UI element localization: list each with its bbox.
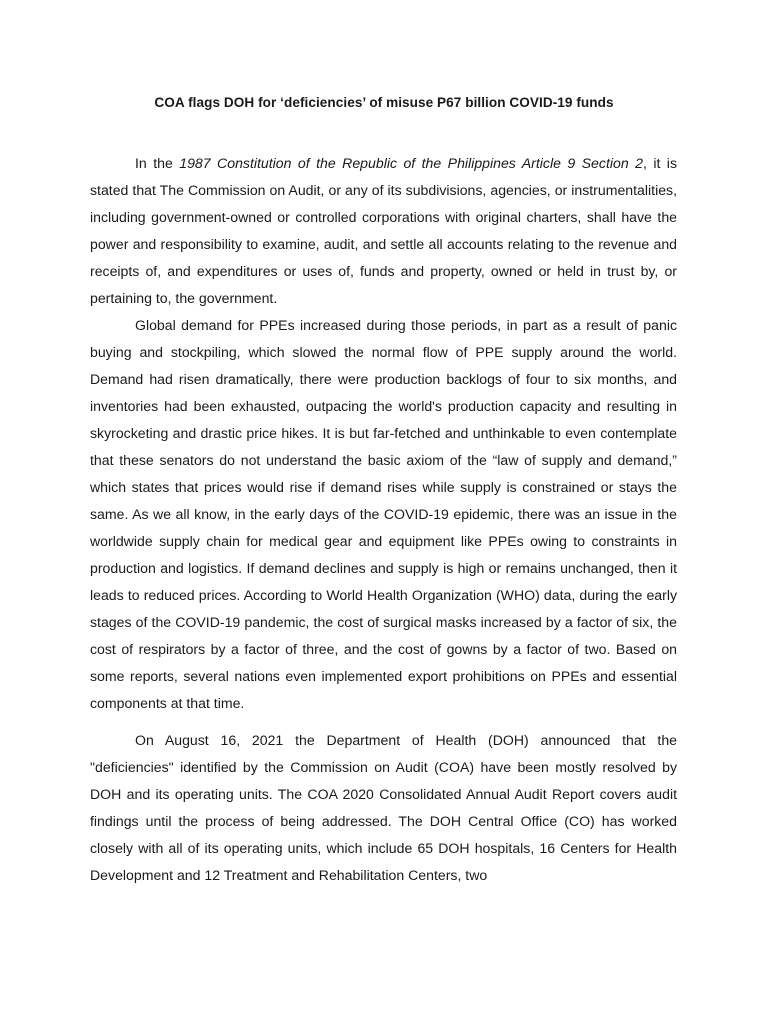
article-body bbox=[90, 150, 677, 889]
paragraph-constitution bbox=[90, 150, 677, 312]
paragraph-doh-announcement: On August 16, 2021 the Department of Health (DOH) announced that the "deficiencies" identified by the Commission on Audit (COA) have been mostly resolved by DOH and its operating units. The COA 2020 Consolidated Annual Audit Report covers audit findings until the process of being addressed. The DOH Central Office (CO) has worked closely with all of its operating units, which include 65 DOH hospitals, 16 Centers for Health Development and 12 Treatment and Rehabilitation Centers, two bbox=[90, 732, 677, 883]
article-title: COA flags DOH for ‘deficiencies’ of misuse P67 billion COVID-19 funds bbox=[154, 95, 614, 110]
constitution-citation: 1987 Constitution of the Republic of the Philippines Article 9 Section 2 bbox=[179, 155, 643, 171]
paragraph-1-lead: In the bbox=[135, 155, 180, 171]
paragraph-1-text: , it is stated that The Commission on Audit, or any of its subdivisions, agencies, or instrumentalities, including government-owned or controlled corporations with original charters, shall have the power and responsibility to examine, audit, and settle all accounts relating to the revenue and receipts of, and expenditures or uses of, funds and property, owned or held in trust by, or pertaining to, the government. bbox=[90, 155, 677, 306]
paragraph-ppe-demand: Global demand for PPEs increased during those periods, in part as a result of panic buying and stockpiling, which slowed the normal flow of PPE supply around the world. Demand had risen dramatically, there were production backlogs of four to six months, and inventories had been exhausted, outpacing the world's production capacity and resulting in skyrocketing and drastic price hikes. It is but far-fetched and unthinkable to even contemplate that these senators do not understand the basic axiom of the “law of supply and demand,” which states that prices would rise if demand rises while supply is constrained or stays the same. As we all know, in the early days of the COVID-19 epidemic, there was an issue in the worldwide supply chain for medical gear and equipment like PPEs owing to constraints in production and logistics. If demand declines and supply is high or remains unchanged, then it leads to reduced prices. According to World Health Organization (WHO) data, during the early stages of the COVID-19 pandemic, the cost of surgical masks increased by a factor of six, the cost of respirators by a factor of three, and the cost of gowns by a factor of two. Based on some reports, several nations even implemented export prohibitions on PPEs and essential components at that time. bbox=[90, 317, 677, 711]
